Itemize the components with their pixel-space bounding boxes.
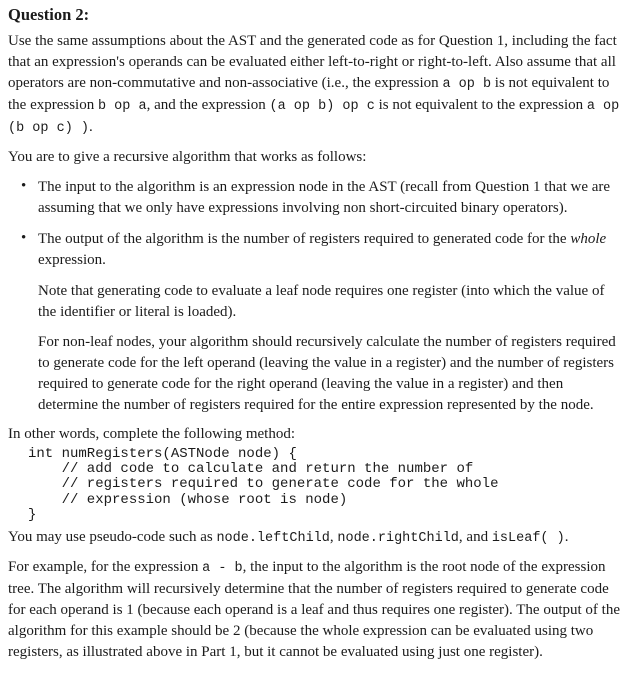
text-run: You may use pseudo-code such as [8, 529, 217, 546]
nonleaf-paragraph: For non-leaf nodes, your algorithm should recursively calculate the number of registers required to generate code for the left operand (leaving the value in a register) and the number of registers required to generate code for the right operand (leaving the value in a register) and then determine the number of registers required for the entire expression represented by the node. [38, 334, 616, 413]
note-paragraph: Note that generating code to evaluate a leaf node requires one register (into which the value of the identifier or literal is loaded). [38, 283, 605, 320]
inline-code: isLeaf( ) [491, 531, 565, 547]
text-run: The output of the algorithm is the number of registers required to generated code for the [38, 231, 571, 247]
text-run: , and the expression [146, 97, 270, 113]
bullet-icon: • [21, 230, 27, 246]
example-paragraph [8, 557, 623, 663]
code-line: int numRegisters(ASTNode node) { [28, 446, 297, 462]
question-document [8, 5, 623, 663]
pseudo-code-paragraph [8, 527, 623, 549]
text-run: is not equivalent to the expression [8, 75, 610, 113]
bullet-item-output [8, 229, 623, 271]
intro-paragraph [8, 31, 623, 139]
code-line: } [28, 506, 37, 523]
inline-code: b op a [97, 99, 147, 114]
text-run: , [329, 529, 338, 546]
method-intro-paragraph: In other words, complete the following method: [8, 426, 296, 442]
bullet-list [8, 177, 623, 271]
text-run: . [89, 119, 93, 135]
lead-in-paragraph: You are to give a recursive algorithm that works as follows: [8, 149, 367, 165]
text-run: , and [458, 529, 492, 546]
text-run: is not equivalent to the expression [374, 97, 587, 113]
text-run: Use the same assumptions about the AST and the generated code as for Question 1, including the fact that an expression's operands can be evaluated either left-to-right or right-to-left. Also assume that all operators are non-commutative and non-associative (i.e., the expression [8, 33, 617, 91]
text-run: expression. [38, 252, 106, 268]
text-run: , the input to the algorithm is the root node of the expression tree. The algorithm will recursively determine that the number of registers required to generate code for each operand is 1 (because each operand is a leaf and thus requires one register). The output of the algorithm for this example should be 2 (because the whole expression can be evaluated using two registers, as illustrated above in Part 1, but it cannot be evaluated using just one register). [8, 559, 620, 661]
code-line: // add code to calculate and return the number of [28, 461, 474, 478]
text-run: For example, for the expression [8, 559, 203, 576]
inline-code: a op b [442, 77, 492, 92]
code-line: // expression (whose root is node) [28, 491, 348, 508]
question-heading: Question 2: [8, 5, 90, 24]
emphasized-word: whole [570, 231, 607, 247]
bullet-item-input [8, 177, 623, 219]
inline-code: a - b [202, 561, 243, 577]
code-block [28, 447, 623, 523]
inline-code: node.leftChild [216, 531, 330, 547]
inline-code: node.rightChild [337, 531, 459, 547]
text-run: The input to the algorithm is an expression node in the AST (recall from Question 1 that we are assuming that we only have expressions involving non short-circuited binary operators). [38, 179, 611, 216]
bullet-icon: • [21, 178, 27, 194]
code-line: // registers required to generate code for the whole [28, 476, 499, 493]
inline-code: a op (b op c) ) [8, 99, 620, 136]
text-run: . [564, 529, 569, 546]
inline-code: (a op b) op c [269, 99, 375, 114]
